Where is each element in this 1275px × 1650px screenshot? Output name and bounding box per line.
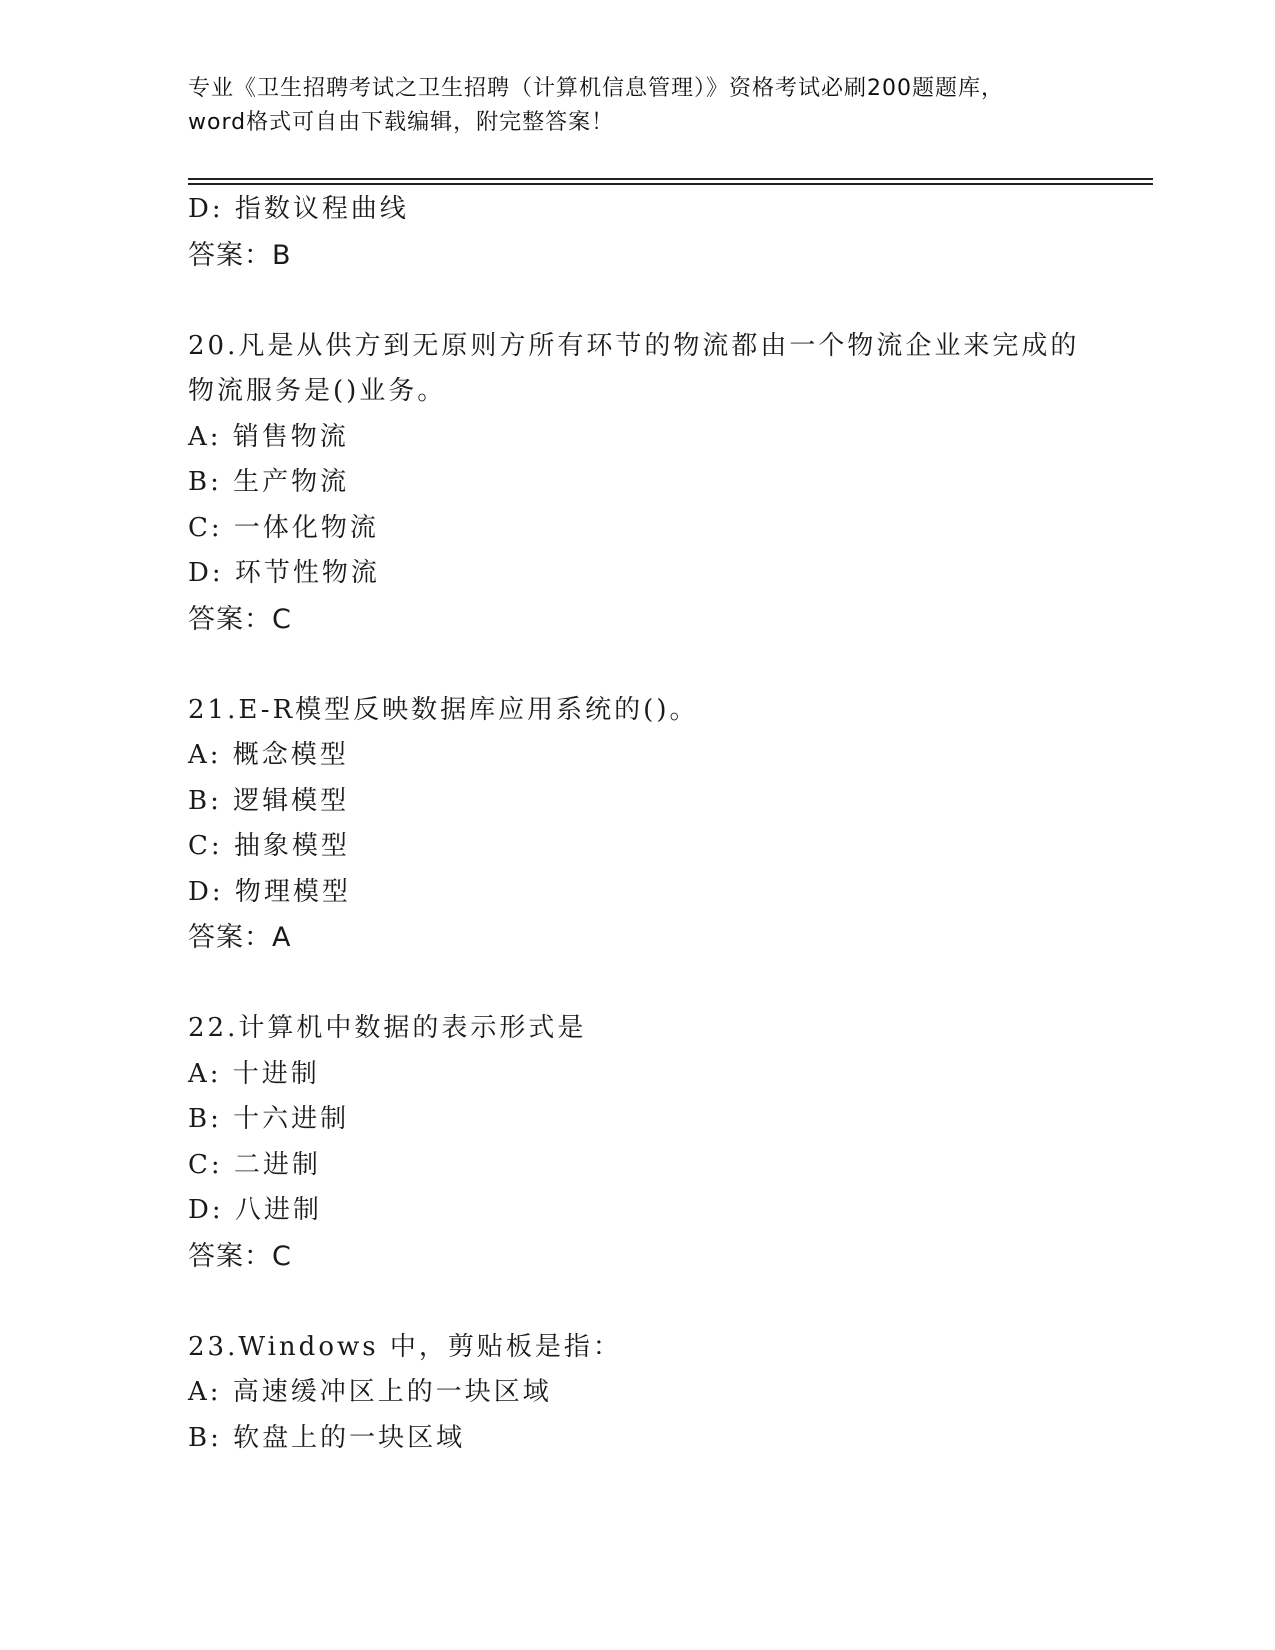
- answer-line: 答案：A: [188, 922, 292, 953]
- option-a: A: 概念模型: [188, 740, 349, 770]
- question-stem: 21.E-R模型反映数据库应用系统的()。: [188, 694, 699, 725]
- question-21: [188, 688, 1148, 961]
- document-header: [188, 72, 1088, 140]
- option-a: A: 高速缓冲区上的一块区域: [188, 1377, 552, 1407]
- question-20: [188, 324, 1148, 643]
- header-subtitle-line: word格式可自由下载编辑，附完整答案！: [188, 110, 615, 135]
- question-19: [188, 187, 1148, 278]
- spacer: [188, 278, 1148, 324]
- answer-line: 答案：C: [188, 603, 292, 635]
- option-a: A: 销售物流: [188, 421, 349, 452]
- option-c: C: 抽象模型: [188, 831, 350, 861]
- option-d: D: 指数议程曲线: [188, 194, 409, 224]
- option-c: C: 一体化物流: [188, 512, 379, 543]
- option-d: D: 环节性物流: [188, 558, 380, 588]
- option-d: D: 物理模型: [188, 876, 351, 907]
- question-23: [188, 1325, 1148, 1462]
- question-stem: 22.计算机中数据的表示形式是: [188, 1013, 587, 1043]
- option-b: B: 生产物流: [188, 467, 350, 497]
- option-b: B: 软盘上的一块区域: [188, 1422, 466, 1453]
- question-stem: 20.凡是从供方到无原则方所有环节的物流都由一个物流企业来完成的: [188, 330, 1080, 361]
- question-stem-continued: 物流服务是()业务。: [188, 376, 447, 406]
- option-b: B: 十六进制: [188, 1104, 350, 1134]
- option-b: B: 逻辑模型: [188, 785, 350, 816]
- option-c: C: 二进制: [188, 1149, 321, 1180]
- spacer: [188, 1279, 1148, 1325]
- answer-line: 答案：C: [188, 1240, 292, 1272]
- question-stem: 23.Windows 中，剪贴板是指：: [188, 1331, 622, 1362]
- header-divider-top: [188, 178, 1153, 180]
- header-title-line: 专业《卫生招聘考试之卫生招聘（计算机信息管理）》资格考试必刷200题题库，: [188, 76, 1004, 101]
- question-list: [188, 187, 1148, 1461]
- spacer: [188, 642, 1148, 688]
- answer-line: 答案：B: [188, 239, 292, 271]
- spacer: [188, 961, 1148, 1007]
- option-a: A: 十进制: [188, 1058, 320, 1089]
- option-d: D: 八进制: [188, 1195, 322, 1225]
- question-22: [188, 1006, 1148, 1279]
- header-divider-bottom: [188, 183, 1153, 185]
